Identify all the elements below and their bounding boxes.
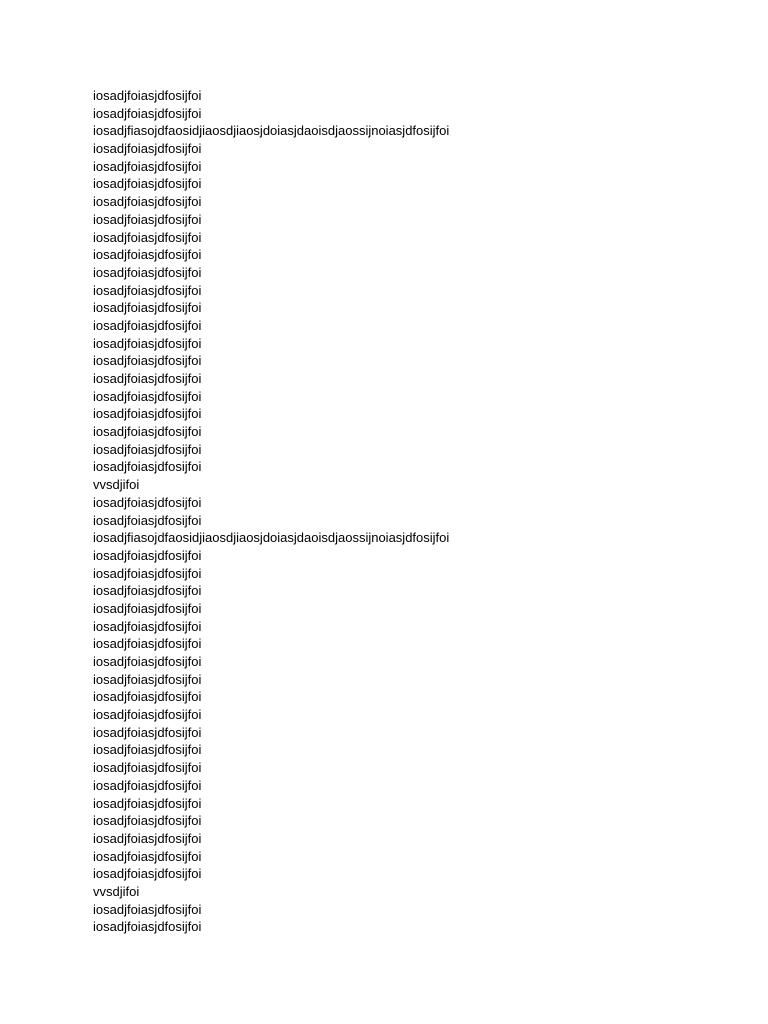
text-line: iosadjfoiasjdfosijfoi: [93, 724, 202, 740]
text-line: iosadjfoiasjdfosijfoi: [93, 760, 202, 776]
text-line: iosadjfoiasjdfosijfoi: [93, 88, 202, 103]
text-line: iosadjfoiasjdfosijfoi: [93, 689, 202, 705]
text-line: iosadjfoiasjdfosijfoi: [93, 919, 202, 935]
text-line: iosadjfoiasjdfosijfoi: [93, 742, 202, 758]
text-line: iosadjfoiasjdfosijfoi: [93, 247, 202, 263]
text-line: iosadjfiasojdfaosidjiaosdjiaosjdoiasjdaoisdjaossijnoiasjdfosijfoi: [93, 123, 450, 139]
text-line: iosadjfoiasjdfosijfoi: [93, 158, 202, 174]
text-line: iosadjfoiasjdfosijfoi: [93, 335, 202, 351]
text-line: iosadjfiasojdfaosidjiaosdjiaosjdoiasjdaoisdjaossijnoiasjdfosijfoi: [93, 530, 450, 546]
document-text-block: [93, 87, 449, 936]
text-line: iosadjfoiasjdfosijfoi: [93, 654, 202, 669]
text-line: iosadjfoiasjdfosijfoi: [93, 441, 202, 457]
text-line: iosadjfoiasjdfosijfoi: [93, 317, 202, 333]
text-line: vvsdjifoi: [93, 883, 140, 899]
text-line: iosadjfoiasjdfosijfoi: [93, 141, 202, 157]
text-line: iosadjfoiasjdfosijfoi: [93, 229, 202, 245]
text-line: iosadjfoiasjdfosijfoi: [93, 176, 202, 192]
text-line: iosadjfoiasjdfosijfoi: [93, 512, 202, 528]
text-line: iosadjfoiasjdfosijfoi: [93, 494, 202, 510]
text-line: iosadjfoiasjdfosijfoi: [93, 848, 202, 864]
text-line: iosadjfoiasjdfosijfoi: [93, 424, 202, 440]
text-line: iosadjfoiasjdfosijfoi: [93, 636, 202, 652]
text-line: iosadjfoiasjdfosijfoi: [93, 830, 202, 846]
text-line: iosadjfoiasjdfosijfoi: [93, 105, 202, 121]
text-line: iosadjfoiasjdfosijfoi: [93, 777, 202, 793]
text-line: iosadjfoiasjdfosijfoi: [93, 211, 202, 227]
text-line: iosadjfoiasjdfosijfoi: [93, 264, 202, 280]
text-line: iosadjfoiasjdfosijfoi: [93, 300, 202, 316]
text-line: iosadjfoiasjdfosijfoi: [93, 353, 202, 369]
text-line: iosadjfoiasjdfosijfoi: [93, 707, 202, 723]
text-line: iosadjfoiasjdfosijfoi: [93, 618, 202, 634]
text-line: iosadjfoiasjdfosijfoi: [93, 565, 202, 581]
text-line: iosadjfoiasjdfosijfoi: [93, 547, 202, 563]
text-line: iosadjfoiasjdfosijfoi: [93, 459, 202, 475]
text-line: iosadjfoiasjdfosijfoi: [93, 795, 202, 811]
text-line: iosadjfoiasjdfosijfoi: [93, 371, 202, 386]
text-line: iosadjfoiasjdfosijfoi: [93, 583, 202, 599]
text-line: iosadjfoiasjdfosijfoi: [93, 813, 202, 829]
text-line: iosadjfoiasjdfosijfoi: [93, 388, 202, 404]
text-line: iosadjfoiasjdfosijfoi: [93, 866, 202, 882]
text-line: iosadjfoiasjdfosijfoi: [93, 671, 202, 687]
text-line: iosadjfoiasjdfosijfoi: [93, 194, 202, 210]
text-line: iosadjfoiasjdfosijfoi: [93, 901, 202, 917]
text-line: iosadjfoiasjdfosijfoi: [93, 600, 202, 616]
text-line: vvsdjifoi: [93, 477, 140, 493]
text-line: iosadjfoiasjdfosijfoi: [93, 282, 202, 298]
text-line: iosadjfoiasjdfosijfoi: [93, 406, 202, 422]
